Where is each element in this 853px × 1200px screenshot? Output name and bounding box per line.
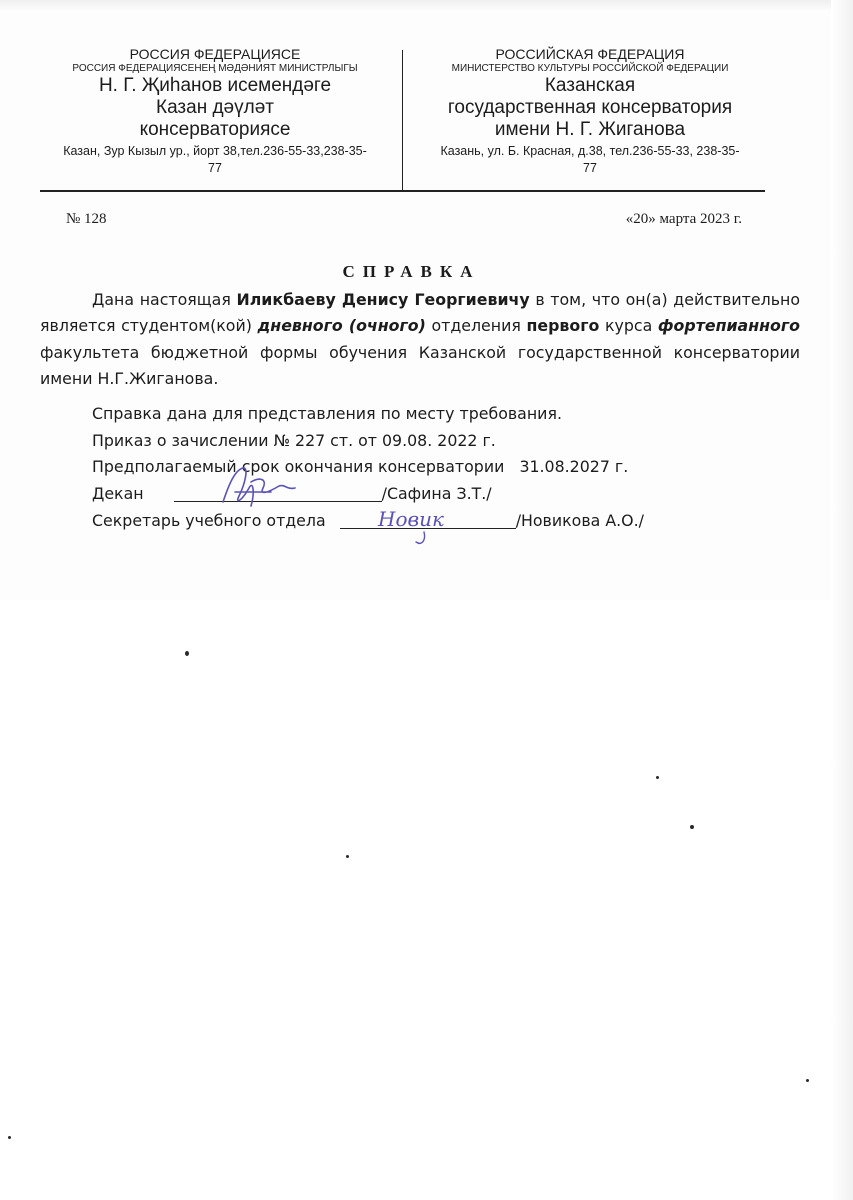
institution-name-line1: Казанская	[544, 75, 636, 96]
text-fragment: отделения	[425, 316, 527, 336]
institution-name-line1: Н. Г. Җиһанов исемендәге	[98, 75, 332, 96]
scan-speck	[346, 855, 349, 858]
scan-speck	[806, 1079, 809, 1082]
secretary-label: Секретарь учебного отдела	[92, 511, 326, 530]
secretary-signature	[372, 500, 452, 546]
certificate-body	[40, 287, 800, 392]
address-line2: 77	[208, 161, 222, 175]
document-number: № 128	[66, 211, 107, 227]
certificate-paragraph	[40, 287, 800, 392]
document-title: СПРАВКА	[342, 262, 481, 281]
faculty: фортепианного	[657, 316, 801, 336]
secretary-signature-line	[92, 508, 644, 534]
ministry-name: РОССИЯ ФЕДЕРАЦИЯСЕНЕҢ МӘДӘНИЯТ МИНИСТРЛЫГЫ	[72, 63, 358, 74]
institution-name-line2: Казан дәүләт	[156, 97, 274, 118]
expected-end-date: 31.08.2027 г.	[519, 457, 629, 476]
address-line1: Казан, Зур Кызыл ур., йорт 38,тел.236-55-33,238-35-	[63, 144, 367, 158]
country-name: РОССИЯ ФЕДЕРАЦИЯСЕ	[129, 46, 301, 62]
order-line: Приказ о зачислении № 227 ст. от 09.08. 2022 г.	[92, 431, 496, 450]
purpose-line: Справка дана для представления по месту требования.	[92, 404, 562, 423]
institution-name-line3: имени Н. Г. Жиганова	[494, 119, 686, 140]
text-fragment: факультета бюджетной формы обучения Казанской государственной консерватории имени Н.Г.Жиганова.	[40, 342, 800, 388]
letterhead-divider	[402, 50, 403, 190]
ministry-name: МИНИСТЕРСТВО КУЛЬТУРЫ РОССИЙСКОЙ ФЕДЕРАЦИИ	[451, 63, 729, 74]
dean-name: /Сафина З.Т./	[381, 484, 492, 503]
scan-top-edge	[0, 0, 853, 12]
document-date: «20» марта 2023 г.	[625, 211, 742, 227]
scan-right-edge	[831, 0, 853, 1200]
letterhead-russian	[410, 46, 770, 177]
letterhead-tatar	[30, 46, 400, 177]
secretary-handwriting: Новик	[378, 507, 444, 531]
letterhead-rule	[40, 190, 765, 192]
text-fragment: Дана настоящая	[92, 290, 237, 309]
institution-name-line2: государственная консерватория	[447, 97, 733, 118]
dean-signature	[205, 462, 305, 512]
course: первого	[526, 316, 600, 336]
student-name: Иликбаеву Денису Георгиевичу	[236, 290, 530, 309]
study-form: дневного (очного)	[257, 316, 426, 336]
text-fragment: в том, что он(а) действительно является студентом(кой)	[40, 290, 800, 336]
secretary-name: /Новикова А.О./	[515, 511, 644, 530]
expected-end-label: Предполагаемый срок окончания консерватории	[92, 457, 505, 476]
country-name: РОССИЙСКАЯ ФЕДЕРАЦИЯ	[495, 46, 685, 62]
expected-end-line	[92, 454, 628, 480]
document-meta	[66, 211, 756, 233]
scan-speck	[185, 651, 189, 656]
institution-name-line3: консерваториясе	[139, 119, 291, 140]
institution-address	[410, 143, 770, 177]
dean-label: Декан	[92, 484, 144, 503]
text-fragment: курса	[599, 316, 658, 336]
scan-speck	[656, 776, 659, 779]
address-line1: Казань, ул. Б. Красная, д.38, тел.236-55-33, 238-35-	[440, 144, 740, 158]
scan-speck	[690, 825, 694, 829]
address-line2: 77	[583, 161, 597, 175]
letterhead	[30, 42, 770, 192]
scan-speck	[8, 1136, 11, 1139]
institution-address	[30, 143, 400, 177]
